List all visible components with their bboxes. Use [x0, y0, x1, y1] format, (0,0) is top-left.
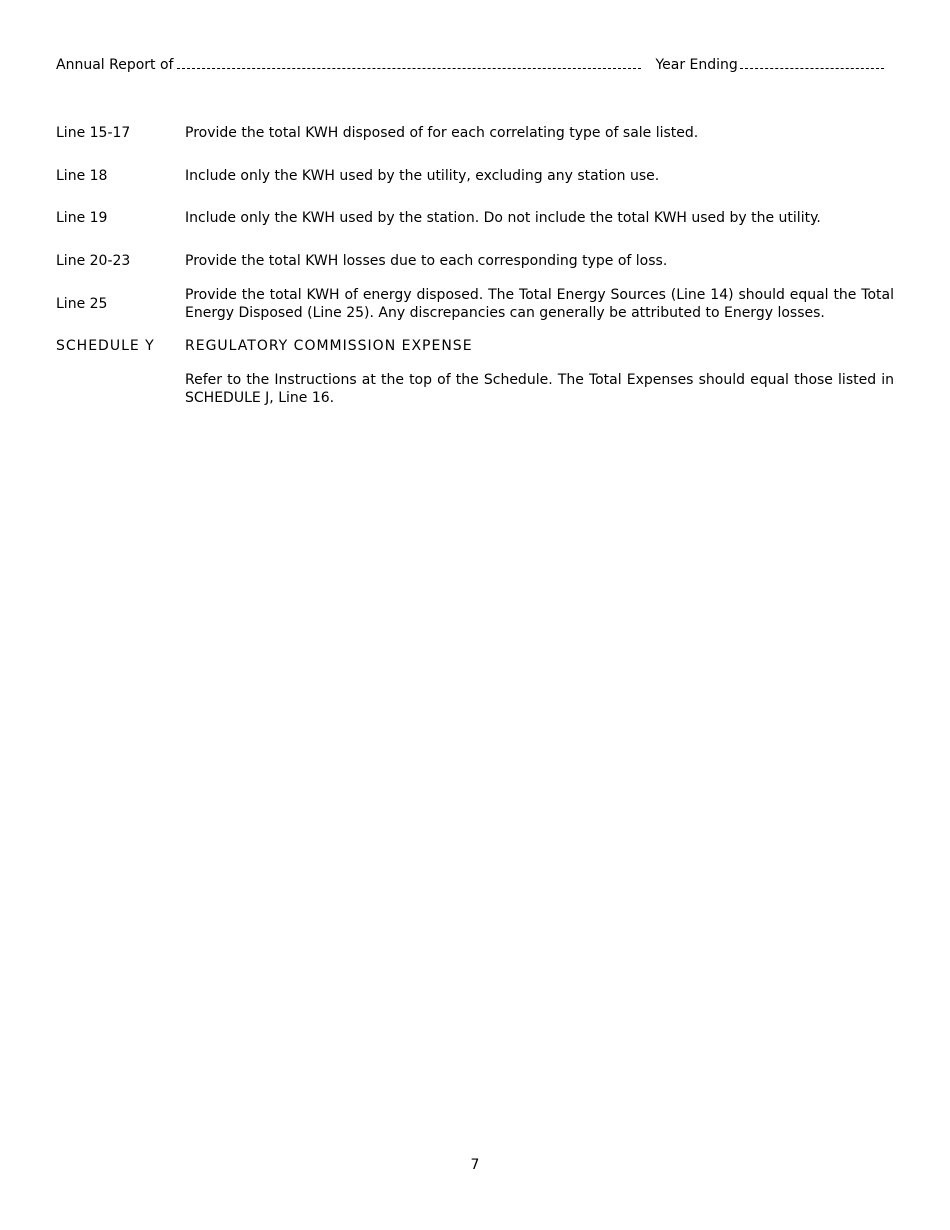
annual-report-label: Annual Report of: [56, 57, 174, 73]
instruction-label: Line 25: [56, 296, 108, 312]
year-ending-label: Year Ending: [655, 57, 738, 73]
report-header: [56, 56, 896, 74]
instruction-text: Provide the total KWH disposed of for each correlating type of sale listed.: [185, 125, 699, 141]
instruction-label: Line 15-17: [56, 125, 131, 141]
page-number: 7: [470, 1157, 480, 1173]
schedule-instruction-text: Refer to the Instructions at the top of the Schedule. The Total Expenses should equal those listed in SCHEDULE J, Line 16.: [185, 372, 894, 406]
instruction-text: Provide the total KWH losses due to each corresponding type of loss.: [185, 253, 668, 269]
instruction-label: Line 20-23: [56, 253, 131, 269]
year-ending-blank-line: [740, 56, 884, 69]
schedule-title: REGULATORY COMMISSION EXPENSE: [185, 338, 473, 354]
annual-report-blank-line: [177, 56, 641, 69]
schedule-label: SCHEDULE Y: [56, 338, 155, 354]
instruction-text: Include only the KWH used by the station. Do not include the total KWH used by the utility.: [185, 210, 821, 226]
instruction-label: Line 18: [56, 168, 108, 184]
instruction-text: Provide the total KWH of energy disposed. The Total Energy Sources (Line 14) should equal the Total Energy Disposed (Line 25). Any discrepancies can generally be attributed to Energy losses.: [185, 287, 894, 321]
instruction-label: Line 19: [56, 210, 108, 226]
instruction-text: Include only the KWH used by the utility, excluding any station use.: [185, 168, 660, 184]
